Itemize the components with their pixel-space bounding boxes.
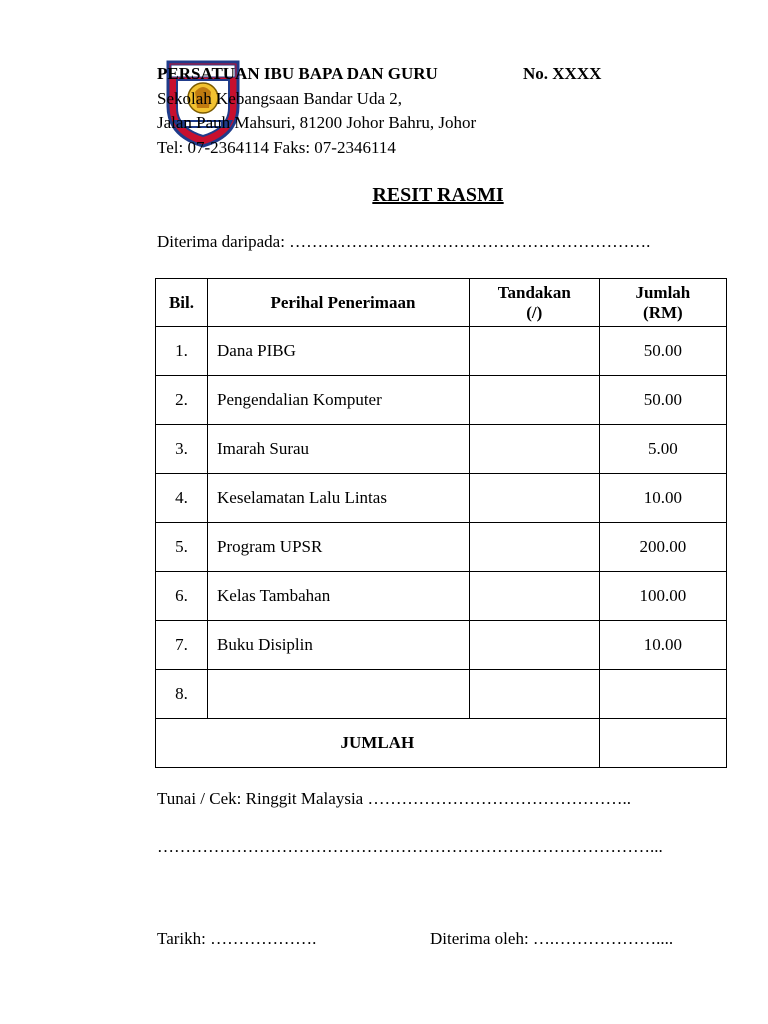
row-tandakan-box[interactable] <box>469 670 599 719</box>
payment-line-continued: ……………………………………………………………………………... <box>157 837 663 856</box>
table-row <box>156 621 727 670</box>
row-jumlah: 50.00 <box>599 376 726 425</box>
row-perihal: Dana PIBG <box>208 327 470 376</box>
table-row <box>156 670 727 719</box>
row-bil: 1. <box>156 327 208 376</box>
row-perihal: Keselamatan Lalu Lintas <box>208 474 470 523</box>
header-jumlah-label: Jumlah <box>635 282 691 302</box>
header-tandakan <box>469 279 599 327</box>
table-row <box>156 474 727 523</box>
header-jumlah <box>599 279 726 327</box>
received-from-line: Diterima daripada: ………………………………………………………. <box>157 232 651 251</box>
row-tandakan-box[interactable] <box>469 425 599 474</box>
row-perihal: Imarah Surau <box>208 425 470 474</box>
date-line: Tarikh: ………………. <box>157 929 317 948</box>
table-total-row <box>156 719 727 768</box>
row-tandakan-box[interactable] <box>469 572 599 621</box>
header-tandakan-sub: (/) <box>526 302 543 322</box>
header-tandakan-label: Tandakan <box>497 282 571 302</box>
row-tandakan-box[interactable] <box>469 621 599 670</box>
header-bil: Bil. <box>156 279 208 327</box>
header-jumlah-sub: (RM) <box>643 302 683 322</box>
row-tandakan-box[interactable] <box>469 523 599 572</box>
receipt-number: No. XXXX <box>523 64 602 83</box>
row-jumlah: 10.00 <box>599 474 726 523</box>
row-jumlah: 10.00 <box>599 621 726 670</box>
row-perihal: Buku Disiplin <box>208 621 470 670</box>
row-perihal: Kelas Tambahan <box>208 572 470 621</box>
total-amount-box[interactable] <box>599 719 726 768</box>
row-bil: 8. <box>156 670 208 719</box>
received-by-line: Diterima oleh: ….……………….... <box>430 929 674 948</box>
table-row <box>156 425 727 474</box>
total-label: JUMLAH <box>156 719 600 768</box>
row-jumlah[interactable] <box>599 670 726 719</box>
table-row <box>156 572 727 621</box>
table-row <box>156 523 727 572</box>
row-perihal: Pengendalian Komputer <box>208 376 470 425</box>
row-jumlah: 5.00 <box>599 425 726 474</box>
row-tandakan-box[interactable] <box>469 376 599 425</box>
row-bil: 7. <box>156 621 208 670</box>
row-bil: 4. <box>156 474 208 523</box>
row-bil: 6. <box>156 572 208 621</box>
row-bil: 2. <box>156 376 208 425</box>
header-perihal: Perihal Penerimaan <box>208 279 470 327</box>
row-bil: 5. <box>156 523 208 572</box>
school-name: Sekolah Kebangsaan Bandar Uda 2, <box>157 89 403 108</box>
row-perihal: Program UPSR <box>208 523 470 572</box>
row-jumlah: 100.00 <box>599 572 726 621</box>
row-tandakan-box[interactable] <box>469 474 599 523</box>
table-header-row <box>156 279 727 327</box>
row-jumlah: 50.00 <box>599 327 726 376</box>
payment-line: Tunai / Cek: Ringgit Malaysia ……………………………………….. <box>157 789 631 808</box>
receipt-table <box>155 278 727 768</box>
page-title: RESIT RASMI <box>372 184 504 206</box>
row-tandakan-box[interactable] <box>469 327 599 376</box>
org-name: PERSATUAN IBU BAPA DAN GURU <box>157 64 438 83</box>
row-perihal[interactable] <box>208 670 470 719</box>
contact-phone: Tel: 07-2364114 Faks: 07-2346114 <box>157 138 396 157</box>
row-bil: 3. <box>156 425 208 474</box>
school-address: Jalan Pauh Mahsuri, 81200 Johor Bahru, Johor <box>157 113 477 132</box>
table-row <box>156 327 727 376</box>
table-row <box>156 376 727 425</box>
row-jumlah: 200.00 <box>599 523 726 572</box>
